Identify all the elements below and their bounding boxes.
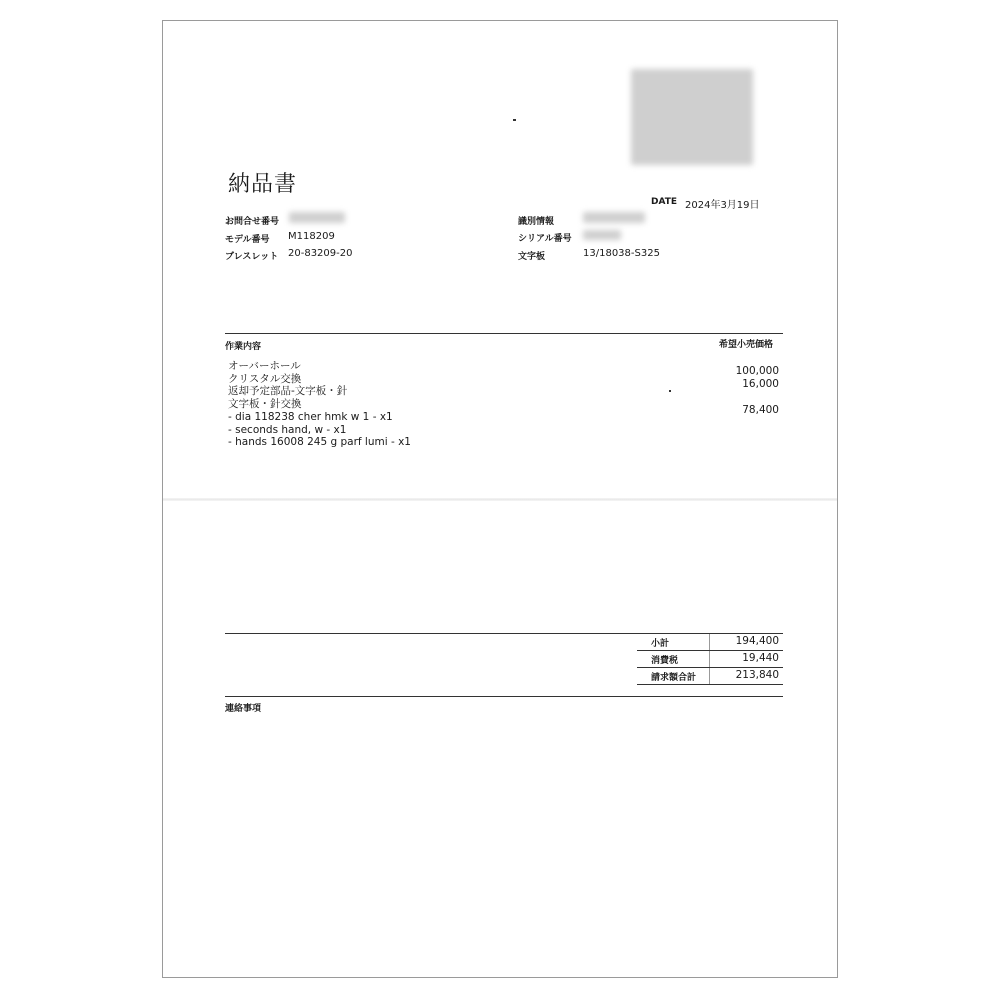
cell-divider <box>709 668 710 684</box>
price-overhaul: 100,000 <box>735 365 779 377</box>
price-dial-hands: 78,400 <box>742 404 779 416</box>
date-label: DATE <box>651 197 678 207</box>
grand-total-label: 請求額合計 <box>651 673 697 683</box>
grand-total-value: 213,840 <box>735 669 779 681</box>
work-line: - seconds hand, w - x1 <box>228 423 347 436</box>
work-line: 文字板・針交換 <box>228 398 302 411</box>
notes-top-rule <box>225 696 783 697</box>
price-crystal: 16,000 <box>742 378 779 390</box>
redacted-serial-number <box>583 230 621 240</box>
tax-row <box>637 651 783 668</box>
work-line: クリスタル交換 <box>228 372 302 385</box>
paper-fold <box>163 498 837 501</box>
model-number-value: M118209 <box>288 231 335 242</box>
inquiry-number-label: お問合せ番号 <box>225 217 280 227</box>
stray-mark <box>513 119 516 121</box>
work-line: オーバーホール <box>228 360 301 372</box>
grand-total-row <box>637 668 783 685</box>
subtotal-row <box>637 634 783 651</box>
work-lines <box>228 360 411 449</box>
work-header-price: 希望小売価格 <box>719 340 774 350</box>
work-header-label: 作業内容 <box>225 342 262 352</box>
bracelet-label: ブレスレット <box>225 252 279 262</box>
dial-label: 文字板 <box>518 252 546 262</box>
model-number-label: モデル番号 <box>225 235 270 245</box>
redacted-inquiry-number <box>289 212 345 223</box>
work-line: - dia 118238 cher hmk w 1 - x1 <box>228 410 393 423</box>
serial-number-label: シリアル番号 <box>518 234 572 244</box>
document-page <box>162 20 838 978</box>
document-title: 納品書 <box>228 172 298 197</box>
stray-mark <box>669 390 671 392</box>
dial-value: 13/18038-S325 <box>583 248 660 259</box>
subtotal-value: 194,400 <box>735 635 779 647</box>
work-top-rule <box>225 333 783 334</box>
tax-label: 消費税 <box>651 656 679 666</box>
bracelet-value: 20-83209-20 <box>288 248 353 259</box>
notes-label: 連絡事項 <box>225 704 262 714</box>
subtotal-label: 小計 <box>651 639 670 649</box>
work-line: 返却予定部品-文字板・針 <box>228 385 348 398</box>
identification-label: 識別情報 <box>518 217 555 227</box>
cell-divider <box>709 651 710 667</box>
tax-value: 19,440 <box>742 652 779 664</box>
cell-divider <box>709 634 710 650</box>
work-line: - hands 16008 245 g parf lumi - x1 <box>228 436 411 449</box>
redacted-header-block <box>631 69 753 165</box>
redacted-identification <box>583 212 645 223</box>
date-value: 2024年3月19日 <box>685 200 760 211</box>
